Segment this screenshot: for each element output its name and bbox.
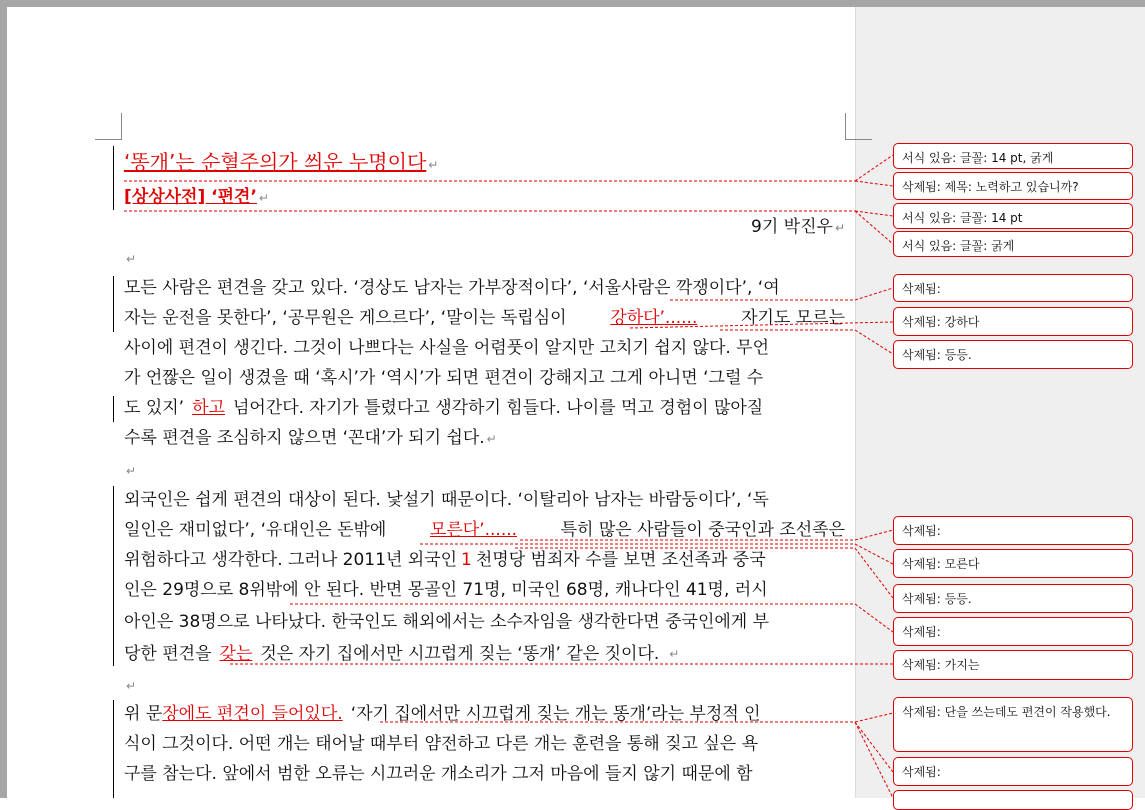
inserted-text: 강하다’...... <box>610 308 698 328</box>
comment-balloon[interactable] <box>893 584 1133 613</box>
comment-text: 삭제됨: 가지는 <box>902 658 980 672</box>
inserted-text: 모른다’...... <box>429 520 518 540</box>
line-text: 식이 그것이다. 어떤 개는 태어날 때부터 얌전하고 다른 개는 훈련을 통해 짖고 싶은 욕 <box>124 734 759 754</box>
line-text: 넘어간다. 자기가 틀렸다고 생각하기 힘들다. 나이를 먹고 경험이 많아질 <box>232 398 764 418</box>
line-text: 자는 운전을 못한다’, ‘공무원은 게으르다’, ‘말이는 독립심이 <box>124 308 567 328</box>
paragraph-mark: ↵ <box>669 647 680 661</box>
comment-balloon-partial[interactable] <box>893 790 1133 810</box>
line-text: 자기도 모르는 <box>741 308 845 328</box>
comment-balloon[interactable] <box>893 757 1133 786</box>
line-text: 모든 사람은 편견을 갖고 있다. ‘경상도 남자는 가부장적이다’, ‘서울사람은 깍쟁이다’, ‘여 <box>124 278 780 298</box>
title-text: ‘똥개’는 순혈주의가 씌운 누명이다 <box>124 150 427 174</box>
comment-text: 서식 있음: 글꼴: 굵게 <box>902 239 1015 253</box>
comment-text: 삭제됨: 모른다 <box>902 557 980 571</box>
comment-balloon[interactable] <box>893 516 1133 545</box>
comment-text: 삭제됨: <box>902 524 941 538</box>
comment-text: 삭제됨: 단을 쓰는데도 편견이 작용했다. <box>902 705 1111 719</box>
line-text: 외국인은 쉽게 편견의 대상이 된다. 낯설기 때문이다. ‘이탈리아 남자는 바람둥이다’, ‘독 <box>124 490 769 510</box>
comment-text: 서식 있음: 글꼴: 14 pt <box>902 211 1023 225</box>
comment-text: 서식 있음: 글꼴: 14 pt, 굵게 <box>902 151 1054 165</box>
comment-text: 삭제됨: 등등. <box>902 348 972 362</box>
paragraph-mark: ↵ <box>486 432 497 446</box>
comment-balloon[interactable] <box>893 274 1133 302</box>
comment-balloon[interactable] <box>893 203 1133 229</box>
paragraph-mark: ↵ <box>428 158 439 172</box>
inserted-text: 갖는 <box>219 644 253 664</box>
comment-balloon[interactable] <box>893 617 1133 646</box>
line-text: 수록 편견을 조심하지 않으면 ‘꼰대’가 되기 쉽다. <box>124 428 485 448</box>
paragraph-mark: ↵ <box>126 679 137 693</box>
line-text: 일인은 재미없다’, ‘유대인은 돈밖에 <box>124 520 387 540</box>
paragraph-mark: ↵ <box>126 464 137 478</box>
comment-text: 삭제됨: <box>902 625 941 639</box>
subtitle-text: [상상사전] ‘편견’ <box>124 187 257 207</box>
inserted-text: 장에도 편견이 들어있다. <box>162 704 343 724</box>
paragraph-mark: ↵ <box>834 221 845 235</box>
line-text: 특히 많은 사람들이 중국인과 조선족은 <box>560 520 845 540</box>
line-text: 천명당 범죄자 수를 보면 조선족과 중국 <box>475 550 766 570</box>
author-text: 9기 박진우 <box>751 217 833 237</box>
line-text: 당한 편견을 <box>124 644 212 664</box>
line-text: 위 문 <box>124 704 163 724</box>
comment-text: 삭제됨: 제목: 노력하고 있습니까? <box>902 180 1079 194</box>
line-text: 가 언짢은 일이 생겼을 때 ‘혹시’가 ‘역시’가 되면 편견이 강해지고 그게 아니면 ‘그럴 수 <box>124 368 764 388</box>
inserted-text: 1 <box>461 550 472 570</box>
line-text: 위험하다고 생각한다. 그러나 2011년 외국인 <box>124 550 458 570</box>
paragraph-mark: ↵ <box>126 252 137 266</box>
comment-balloon[interactable] <box>893 340 1133 369</box>
comment-balloon[interactable] <box>893 143 1133 169</box>
line-text: 사이에 편견이 생긴다. 그것이 나쁘다는 사실을 어렴풋이 알지만 고치기 쉽지 않다. 무언 <box>124 338 770 358</box>
comment-balloon[interactable] <box>893 549 1133 578</box>
comment-text: 삭제됨: <box>902 282 941 296</box>
comment-balloon[interactable] <box>893 231 1133 257</box>
line-text: 인은 29명으로 8위밖에 안 된다. 반면 몽골인 71명, 미국인 68명, 캐나다인 41명, 러시 <box>124 580 768 600</box>
comment-balloon[interactable] <box>893 172 1133 200</box>
paragraph-mark: ↵ <box>258 191 269 205</box>
comment-balloon[interactable] <box>893 650 1133 680</box>
line-text: 구를 참는다. 앞에서 범한 오류는 시끄러운 개소리가 그저 마음에 들지 않기 때문에 함 <box>124 764 753 784</box>
comment-balloon[interactable] <box>893 697 1133 752</box>
comment-text: 삭제됨: <box>902 765 941 779</box>
comment-text: 삭제됨: 강하다 <box>902 315 980 329</box>
inserted-text: 하고 <box>192 398 225 418</box>
comment-balloon[interactable] <box>893 307 1133 336</box>
line-text: 도 있지’ <box>124 398 185 418</box>
line-text: 것은 자기 집에서만 시끄럽게 짖는 ‘똥개’ 같은 짓이다. <box>260 644 660 664</box>
line-text: 아인은 38명으로 나타났다. 한국인도 해외에서는 소수자임을 생각한다면 중국인에게 부 <box>124 612 770 632</box>
line-text: ‘자기 집에서만 시끄럽게 짖는 개는 똥개’라는 부정적 인 <box>350 704 761 724</box>
comment-text: 삭제됨: 등등. <box>902 592 972 606</box>
